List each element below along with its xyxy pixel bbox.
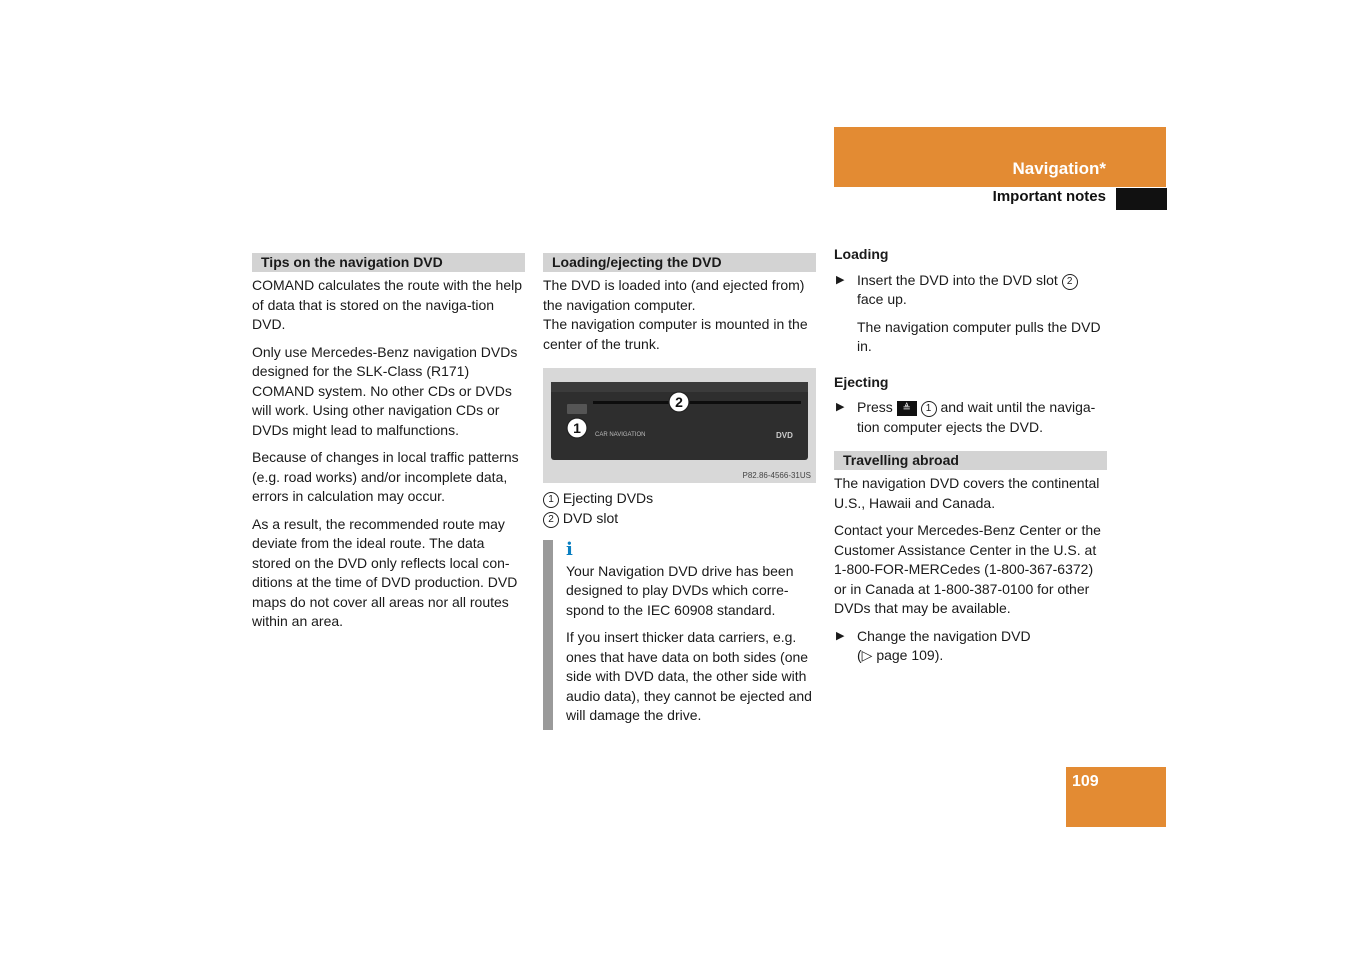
section-heading-tips: Tips on the navigation DVD bbox=[252, 253, 525, 272]
step-text: Insert the DVD into the DVD slot bbox=[857, 271, 1058, 288]
caption-text: Ejecting DVDs bbox=[562, 490, 654, 506]
step-arrow-icon: ▶ bbox=[836, 401, 845, 413]
marker-2-label: 2 bbox=[675, 394, 683, 410]
dvd-drive-illustration bbox=[543, 368, 816, 483]
eject-number: 1 bbox=[921, 401, 937, 417]
paragraph: As a result, the recommended route may deviate from the ideal route. The data stored on the DVD only reflects local con-ditions at the time of DVD production. DVD maps do not cover all areas nor all routes within an area. bbox=[252, 515, 518, 629]
loading-heading: Loading bbox=[834, 246, 889, 262]
marker-1-label: 1 bbox=[573, 420, 581, 436]
dvd-slot bbox=[593, 401, 801, 404]
step-text: Change the navigation DVD bbox=[857, 627, 1031, 644]
page-number: 109 bbox=[1072, 773, 1099, 790]
ejecting-heading: Ejecting bbox=[834, 373, 889, 390]
slot-number: 2 bbox=[1062, 274, 1078, 290]
info-icon: i bbox=[566, 539, 573, 560]
ejecting-step bbox=[834, 398, 1107, 437]
paragraph: Only use Mercedes-Benz navigation DVDs designed for the SLK-Class (R171) COMAND system. No other CDs or DVDs will work. Using other navigation CDs or DVDs might lead to malfunctions. bbox=[252, 343, 518, 438]
column-loading-ejecting bbox=[543, 253, 816, 734]
dvd-drive-photo bbox=[543, 368, 816, 483]
page-number-box bbox=[1066, 767, 1166, 827]
chapter-title: Navigation* bbox=[1012, 159, 1106, 178]
drive-label: CAR NAVIGATION bbox=[595, 432, 646, 438]
section-subtitle: Important notes bbox=[992, 188, 1106, 205]
column-loading-abroad bbox=[834, 245, 1107, 674]
step-arrow-icon: ▶ bbox=[836, 629, 845, 642]
section-heading-loading-ejecting: Loading/ejecting the DVD bbox=[543, 253, 816, 272]
section-heading-abroad: Travelling abroad bbox=[834, 451, 1107, 470]
intro-text-2: The navigation computer is mounted in the center of the trunk. bbox=[543, 316, 808, 352]
step-text: face up. bbox=[857, 291, 907, 307]
loading-step bbox=[834, 271, 1107, 310]
step-text: and wait until the naviga-tion computer ejects the DVD. bbox=[857, 399, 1096, 435]
step-text: Press bbox=[857, 399, 893, 415]
paragraph: The navigation DVD covers the continental U.S., Hawaii and Canada. bbox=[834, 475, 1100, 511]
subtitle-marker bbox=[1116, 188, 1167, 210]
info-paragraph: If you insert thicker data carriers, e.g. ones that have data on both sides (one side with DVD data, the other side with audio data), they cannot be ejected and will damage the drive. bbox=[566, 629, 812, 723]
page-reference-link[interactable]: (▷ page 109). bbox=[857, 647, 944, 663]
dvd-logo: DVD bbox=[776, 431, 793, 440]
step-arrow-icon: ▶ bbox=[836, 273, 845, 286]
caption-slot bbox=[543, 509, 816, 529]
eject-icon: ≜ bbox=[897, 401, 917, 416]
column-tips bbox=[252, 253, 525, 640]
caption-number: 1 bbox=[543, 492, 559, 508]
abroad-step bbox=[834, 627, 1107, 666]
paragraph: COMAND calculates the route with the help of data that is stored on the naviga-tion DVD. bbox=[252, 277, 523, 332]
caption-text: DVD slot bbox=[562, 509, 619, 526]
paragraph: Contact your Mercedes-Benz Center or the Customer Assistance Center in the U.S. at 1-800-FOR-MERCedes (1-800-367-6372) or in Canada at 1-800-387-0100 for other DVDs that may be available. bbox=[834, 522, 1101, 616]
caption-ejecting bbox=[543, 489, 816, 509]
info-bar bbox=[543, 540, 553, 730]
eject-button-shape bbox=[567, 404, 587, 414]
image-code: P82.86-4566-31US bbox=[742, 471, 811, 480]
info-paragraph: Your Navigation DVD drive has been designed to play DVDs which corre-spond to the IEC 60908 standard. bbox=[566, 562, 794, 618]
header-bar bbox=[834, 127, 1166, 187]
intro-text-1: The DVD is loaded into (and ejected from) the navigation computer. bbox=[543, 277, 805, 313]
loading-result: The navigation computer pulls the DVD in. bbox=[857, 318, 1101, 354]
caption-number: 2 bbox=[543, 512, 559, 528]
paragraph: Because of changes in local traffic patterns (e.g. road works) and/or incomplete data, errors in calculation may occur. bbox=[252, 449, 519, 504]
info-note bbox=[543, 540, 816, 726]
